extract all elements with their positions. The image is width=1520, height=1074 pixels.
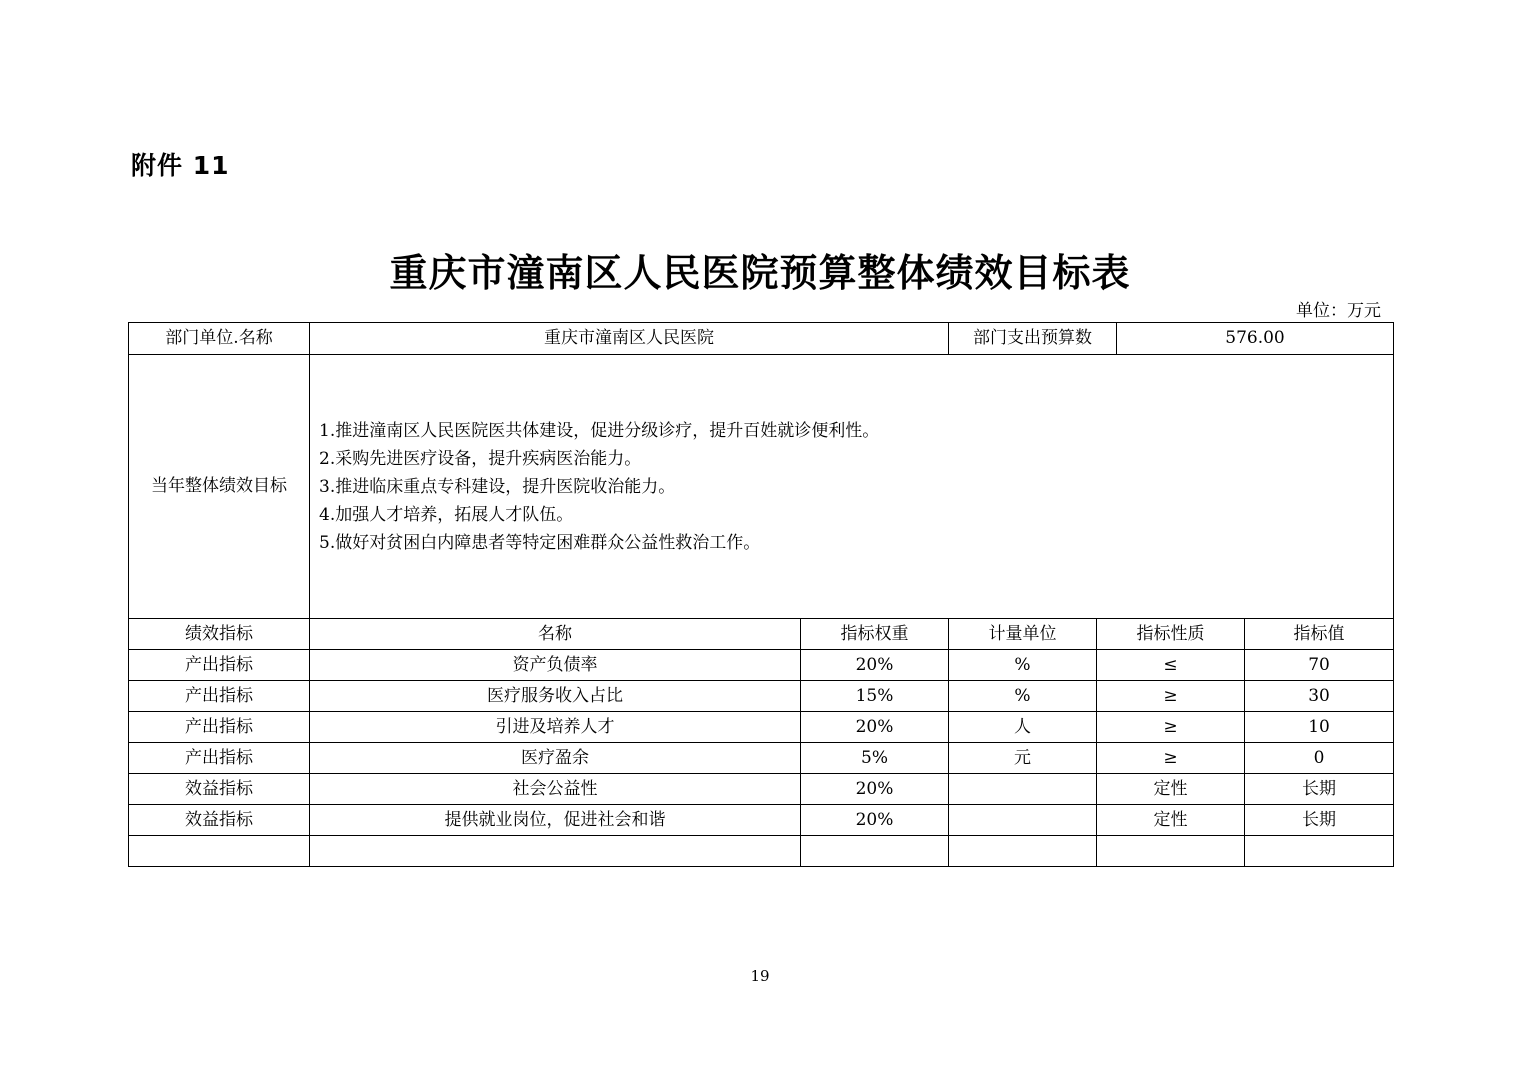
cell-nature: ≥ bbox=[1097, 743, 1245, 774]
cell-weight: 20% bbox=[801, 805, 949, 836]
unit-label: 单位：万元 bbox=[1296, 301, 1381, 321]
cell-value: 10 bbox=[1245, 712, 1394, 743]
cell-weight: 15% bbox=[801, 681, 949, 712]
cell-weight: 20% bbox=[801, 774, 949, 805]
page-title: 重庆市潼南区人民医院预算整体绩效目标表 bbox=[389, 250, 1131, 295]
cell-value bbox=[1245, 836, 1394, 867]
performance-table bbox=[128, 322, 1394, 867]
cell-indicator: 产出指标 bbox=[129, 743, 310, 774]
table-row bbox=[129, 805, 1394, 836]
cell-nature bbox=[1097, 836, 1245, 867]
cell-name: 医疗服务收入占比 bbox=[310, 681, 801, 712]
cell-nature: ≥ bbox=[1097, 712, 1245, 743]
goal-item: 5.做好对贫困白内障患者等特定困难群众公益性救治工作。 bbox=[319, 532, 761, 553]
goal-item: 4.加强人才培养，拓展人才队伍。 bbox=[319, 504, 574, 525]
cell-unit bbox=[949, 774, 1097, 805]
cell-indicator: 产出指标 bbox=[129, 681, 310, 712]
goal-item: 1.推进潼南区人民医院医共体建设，促进分级诊疗，提升百姓就诊便利性。 bbox=[319, 420, 880, 441]
cell-value: 30 bbox=[1245, 681, 1394, 712]
cell-indicator: 产出指标 bbox=[129, 712, 310, 743]
goal-item: 2.采购先进医疗设备，提升疾病医治能力。 bbox=[319, 448, 642, 469]
cell-nature: ≥ bbox=[1097, 681, 1245, 712]
goal-item: 3.推进临床重点专科建设，提升医院收治能力。 bbox=[319, 476, 676, 497]
cell-unit: 元 bbox=[949, 743, 1097, 774]
dept-row bbox=[129, 323, 1394, 355]
table-row bbox=[129, 743, 1394, 774]
col-header-value: 指标值 bbox=[1245, 619, 1394, 650]
attachment-label: 附件 11 bbox=[131, 151, 230, 180]
cell-unit: 人 bbox=[949, 712, 1097, 743]
table-row bbox=[129, 774, 1394, 805]
cell-value: 0 bbox=[1245, 743, 1394, 774]
cell-name bbox=[310, 836, 801, 867]
col-header-name: 名称 bbox=[310, 619, 801, 650]
cell-name: 社会公益性 bbox=[310, 774, 801, 805]
cell-name: 资产负债率 bbox=[310, 650, 801, 681]
table-row-empty bbox=[129, 836, 1394, 867]
col-header-unit: 计量单位 bbox=[949, 619, 1097, 650]
cell-unit bbox=[949, 805, 1097, 836]
goals-list bbox=[310, 355, 1394, 619]
cell-nature: ≤ bbox=[1097, 650, 1245, 681]
cell-nature: 定性 bbox=[1097, 805, 1245, 836]
table-row bbox=[129, 681, 1394, 712]
goals-label: 当年整体绩效目标 bbox=[129, 355, 310, 619]
cell-name: 医疗盈余 bbox=[310, 743, 801, 774]
budget-cell bbox=[949, 323, 1394, 355]
budget-label: 部门支出预算数 bbox=[949, 323, 1117, 354]
cell-nature: 定性 bbox=[1097, 774, 1245, 805]
cell-value: 长期 bbox=[1245, 774, 1394, 805]
cell-name: 引进及培养人才 bbox=[310, 712, 801, 743]
cell-indicator bbox=[129, 836, 310, 867]
cell-value: 长期 bbox=[1245, 805, 1394, 836]
cell-weight: 20% bbox=[801, 712, 949, 743]
col-header-weight: 指标权重 bbox=[801, 619, 949, 650]
goals-row bbox=[129, 355, 1394, 619]
cell-unit bbox=[949, 836, 1097, 867]
cell-weight: 5% bbox=[801, 743, 949, 774]
cell-name: 提供就业岗位，促进社会和谐 bbox=[310, 805, 801, 836]
cell-weight: 20% bbox=[801, 650, 949, 681]
table-row bbox=[129, 650, 1394, 681]
cell-indicator: 产出指标 bbox=[129, 650, 310, 681]
cell-indicator: 效益指标 bbox=[129, 774, 310, 805]
dept-value: 重庆市潼南区人民医院 bbox=[310, 323, 949, 355]
cell-weight bbox=[801, 836, 949, 867]
table-row bbox=[129, 712, 1394, 743]
budget-value: 576.00 bbox=[1225, 328, 1285, 349]
col-header-nature: 指标性质 bbox=[1097, 619, 1245, 650]
cell-unit: % bbox=[949, 650, 1097, 681]
cell-unit: % bbox=[949, 681, 1097, 712]
dept-label: 部门单位.名称 bbox=[129, 323, 310, 355]
cell-indicator: 效益指标 bbox=[129, 805, 310, 836]
column-header-row bbox=[129, 619, 1394, 650]
col-header-indicator: 绩效指标 bbox=[129, 619, 310, 650]
cell-value: 70 bbox=[1245, 650, 1394, 681]
page-number: 19 bbox=[750, 967, 770, 985]
